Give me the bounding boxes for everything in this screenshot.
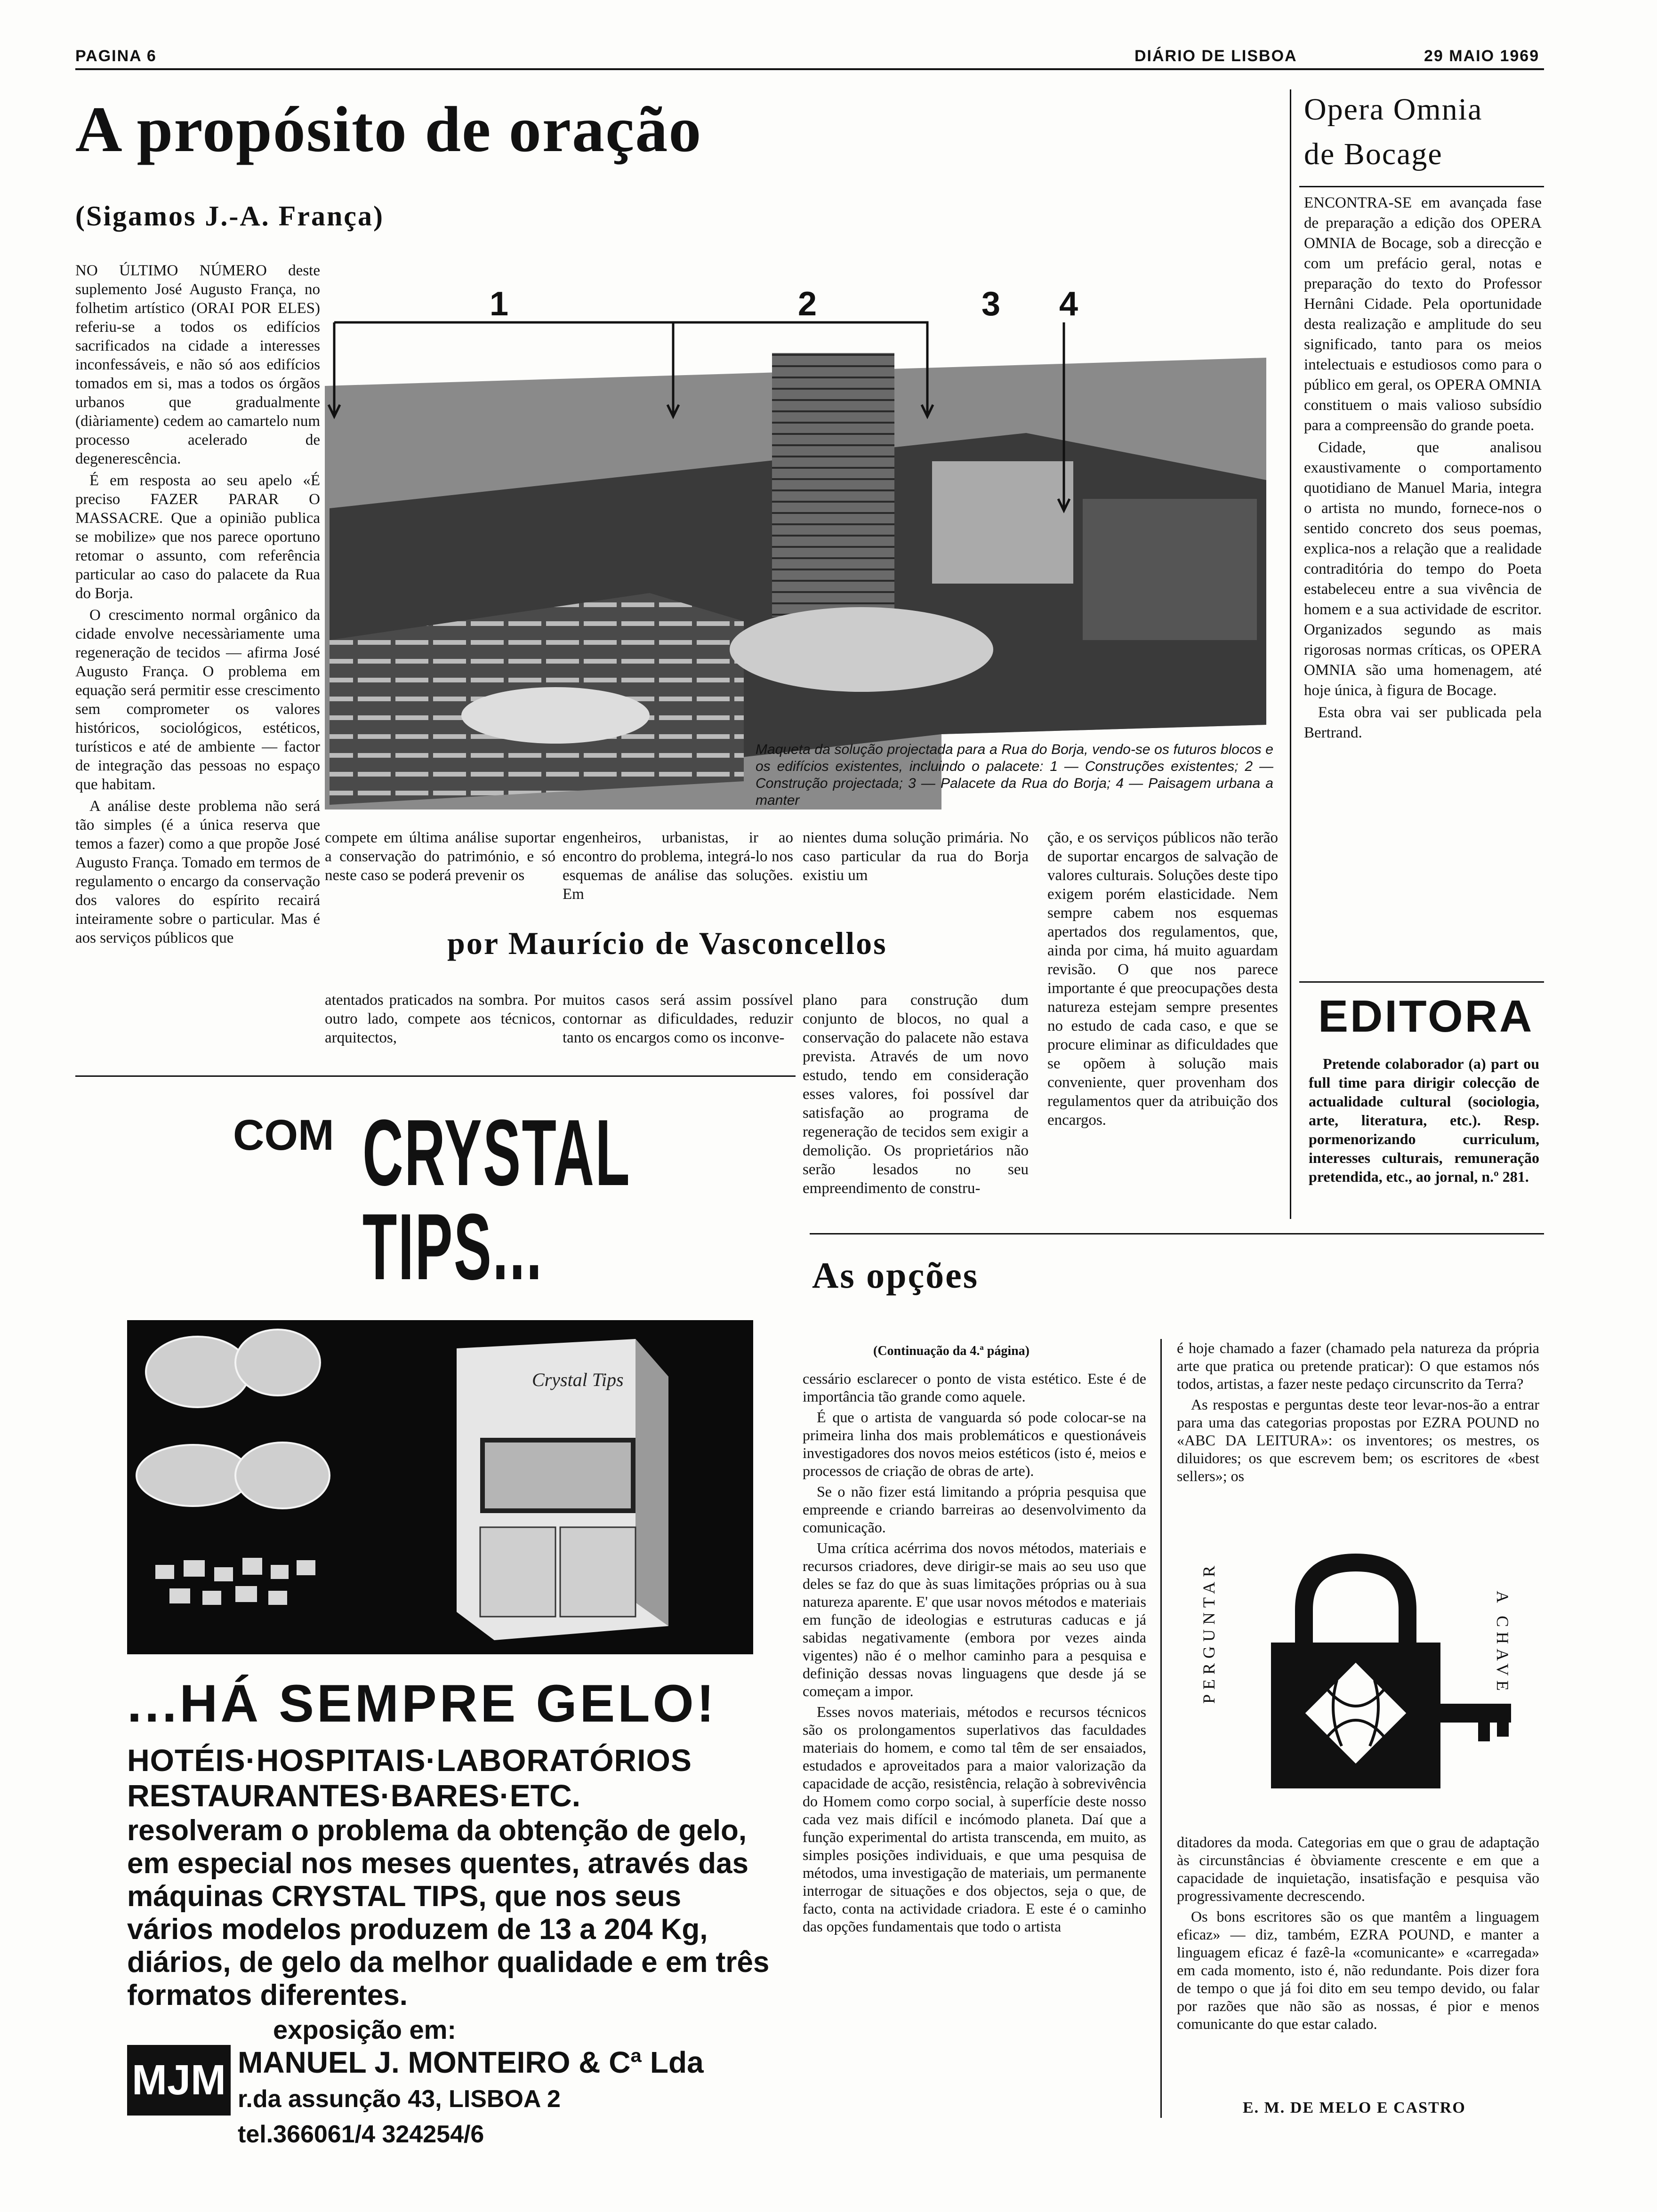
- paragraph: É em resposta ao seu apelo «É preciso FAZER PARAR O MASSACRE. Que a opinião publica se mobilize» que nos parece oportuno retomar o assunto, com referência particular ao caso do palacete da Rua do Borja.: [75, 472, 320, 602]
- sidebar-title-rule: [1299, 186, 1544, 187]
- article-column-2-top: compete em última análise suportar a conservação do património, e só neste caso se poderá prevenir os: [325, 829, 555, 884]
- article2-author: E. M. DE MELO E CASTRO: [1243, 2099, 1466, 2116]
- illustration-label-left: PERGUNTAR: [1199, 1561, 1218, 1704]
- paragraph: A análise deste problema não será tão simples (é a única reserva que temos a fazer) como a que propõe José Augusto França. Tomado em termos de regulamento o encargo da conservação dos valores do espírito recairá inteiramente sobre o particular. Mas é aos serviços públicos que: [75, 798, 320, 946]
- paragraph: cessário esclarecer o ponto de vista estético. Este é de importância tão grande como aquele.: [803, 1370, 1146, 1405]
- header-rule: [75, 68, 1544, 70]
- paragraph: É que o artista de vanguarda só pode colocar-se na primeira linha dos mais problemáticos e questionáveis investigadores dos novos meios estéticos (isto é, meios e processos de criação de obras de arte).: [803, 1409, 1146, 1479]
- sidebar-title: [1304, 87, 1482, 176]
- key-illustration: [1186, 1525, 1539, 1826]
- article-column-1: [75, 261, 320, 950]
- sidebar-divider: [1290, 89, 1291, 1219]
- classified-text: Pretende colaborador (a) part ou full time para dirigir colecção de actualidade cultural (sociologia, arte, literatura, etc.). Resp. pormenorizando curriculum, interesses culturais, remuneração pretendida, etc., ao jornal, n.º 281.: [1309, 1055, 1539, 1185]
- article-subtitle: (Sigamos J.-A. França): [75, 200, 384, 232]
- article-title: A propósito de oração: [75, 93, 702, 165]
- ad-slogan: ...HÁ SEMPRE GELO!: [127, 1674, 717, 1733]
- page-number: PAGINA 6: [75, 47, 157, 65]
- photo-label-3: 3: [981, 285, 1001, 323]
- classified-title: EDITORA: [1318, 991, 1534, 1042]
- article2-column-2-top: [1177, 1339, 1539, 1488]
- article2-divider: [1160, 1339, 1162, 2118]
- article-column-2-bottom: atentados praticados na sombra. Por outro lado, compete aos técnicos, arquitectos,: [325, 992, 555, 1046]
- ad-brand-line-1: CRYSTAL: [362, 1100, 631, 1205]
- ad-com: COM: [233, 1111, 334, 1159]
- sidebar-title-line-2: de Bocage: [1304, 137, 1443, 171]
- paragraph: Esses novos materiais, métodos e recursos técnicos são os prolongamentos superlativos das faculdades materiais do homem, e como tal têm de ser ensaiados, estudados e aproveitados para a maior valorização da capacidade de acção, resistência, relação à sobrevivência do Homem como corpo social, à superfície deste nosso cada vez mais difícil e incómodo planeta. Daí que a função experimental do artista transcenda, em muito, as simples posições individuais, e que uma pesquisa de métodos, uma investigação de materiais, um permanente interrogar de situações e dos objectos, seja o que, de facto, conta na actividade criadora. E este é o caminho das opções fundamentais que todo o artista: [803, 1703, 1146, 1935]
- issue-date: 29 MAIO 1969: [1424, 47, 1540, 65]
- ad-product-image: [127, 1320, 753, 1654]
- photo-label-4: 4: [1059, 285, 1078, 323]
- photo-label-1: 1: [490, 285, 509, 323]
- sidebar-separator: [1299, 981, 1544, 983]
- paragraph: Uma crítica acérrima dos novos métodos, materiais e recursos criadores, deve dirigir-se mais ao seu uso que deles se faz do que às suas limitações próprias ou à sua natureza aparente. E' que usar novos métodos e materiais em função de ideologias e estruturas caducas e já sabidas negativamente (embora por vezes ainda vigentes) não é o melhor caminho para a pesquisa e definição dessas novas linguagens que desde já se começam a impor.: [803, 1539, 1146, 1699]
- article-column-5: ção, e os serviços públicos não terão de suportar encargos de salvação de valores culturais. Soluções deste tipo exigem porém elasticidade. Nem sempre cabem nos esquemas apertados dos regulamentos, que, ainda por cima, há muito aguardam revisão. O que nos parece importante é que preocupações desta natureza estejam sempre presentes no estudo de cada caso, e que se procure eliminar as dificuldades que se opõem à solução mais conveniente, quer provenham dos regulamentos quer da atribuição dos encargos.: [1047, 829, 1278, 1129]
- paragraph: Os bons escritores são os que mantêm a linguagem eficaz» — diz, também, EZRA POUND, e manter a linguagem eficaz é fazê-la «comunicante» e «carregada» em cada momento, isto é, não redundante. Pois dizer fora de tempo o que já foi dito em seu tempo devido, ou falar por razões que não são as nossas, é pior e menos comunicante do que estar calado.: [1177, 1908, 1539, 2032]
- paragraph: Se o não fizer está limitando a própria pesquisa que empreende e criando barreiras ao desenvolvimento da comunicação.: [803, 1483, 1146, 1536]
- ad-exposition: exposição em:: [273, 2015, 457, 2044]
- article-column-3-bottom: muitos casos será assim possível contornar as dificuldades, reduzir tanto os encargos como os inconve-: [563, 992, 793, 1046]
- paragraph: ENCONTRA-SE em avançada fase de preparação a edição dos OPERA OMNIA de Bocage, sob a direcção e com um prefácio geral, notas e preparação do texto do Professor Hernâni Cidade. Pela oportunidade desta realização e amplitude do seu significado, tanto para os meios intelectuais e estudiosos como para o público em geral, os OPERA OMNIA constituem o mais valioso subsídio para a compreensão do grande poeta.: [1304, 194, 1542, 434]
- article2-column-2-bottom: [1177, 1833, 1539, 2036]
- article2-continuation: (Continuação da 4.ª página): [873, 1344, 1030, 1358]
- ad-company-logo: MJM: [127, 2045, 231, 2116]
- ad-company-name: MANUEL J. MONTEIRO & Cª Lda: [238, 2045, 704, 2079]
- article-bottom-rule: [75, 1075, 796, 1077]
- architectural-model-photo: [320, 264, 1276, 819]
- paragraph: As respostas e perguntas deste teor levar-nos-ão a entrar para uma das categorias propostas por EZRA POUND no «ABC DA LEITURA»: os inventores; os mestres, os diluidores; os que escrevem bem; os escritores de «best sellers»; os: [1177, 1396, 1539, 1484]
- newspaper-name: DIÁRIO DE LISBOA: [1134, 47, 1297, 65]
- ad-line-2: RESTAURANTES·BARES·ETC.: [127, 1778, 581, 1813]
- paragraph: O crescimento normal orgânico da cidade envolve necessàriamente uma regeneração de tecidos — afirma José Augusto França. O problema em equação será permitir esse crescimento sem comprometer os valores históricos, sociológicos, estéticos, turísticos e até de ambiente — factor de integração das pessoas no espaço que habitam.: [75, 607, 320, 793]
- paragraph: Cidade, que analisou exaustivamente o comportamento quotidiano de Manuel Maria, integra o artista no mundo, fornece-nos o sentido concreto dos seus poemas, explica-nos a relação que a realidade contraditória do tempo do Poeta estabeleceu entre a sua vivência de homem e a sua actividade de escritor. Organizados segundo as mais rigorosas normas críticas, os OPERA OMNIA são uma homenagem, até hoje única, à figura de Bocage.: [1304, 439, 1542, 699]
- article2-column-1: [803, 1370, 1146, 1938]
- photo-label-2: 2: [798, 285, 817, 323]
- ad-body-text: resolveram o problema da obtenção de gelo, em especial nos meses quentes, através das máquinas CRYSTAL TIPS, que nos seus vários modelos produzem de 13 a 204 Kg, diários, de gelo da melhor qualidade e em três formatos diferentes.: [127, 1814, 770, 2012]
- paragraph: ditadores da moda. Categorias em que o grau de adaptação às circunstâncias é òbviamente crescente e em que a capacidade de inquietação, insatisfação e pesquisa vão progressivamente decrescendo.: [1177, 1834, 1539, 1904]
- article-column-4-top: nientes duma solução primária. No caso particular da rua do Borja existiu um: [803, 829, 1029, 884]
- photo-caption: Maqueta da solução projectada para a Rua do Borja, vendo-se os futuros blocos e os edifícios existentes, incluindo o palacete: 1 — Construções existentes; 2 — Construção projectada; 3 — Palacete da Rua do Borja; 4 — Paisagem urbana a manter: [756, 742, 1273, 808]
- article2-title: As opções: [812, 1255, 979, 1296]
- ad-line-1: HOTÉIS·HOSPITAIS·LABORATÓRIOS: [127, 1743, 692, 1778]
- paragraph: é hoje chamado a fazer (chamado pela natureza da própria arte que pratica ou pretende praticar): O que estamos nós todos, artistas, a fazer neste pedaço circunscrito da Terra?: [1177, 1339, 1539, 1392]
- article-column-4-bottom: plano para construção dum conjunto de blocos, no qual a conservação do palacete não estava prevista. Através de um novo estudo, tendo em consideração esses valores, foi possível dar satisfação ao programa de regeneração de tecidos sem exigir a demolição. Os proprietários não serão lesados no seu empreendimento de constru-: [803, 992, 1029, 1197]
- sidebar-body: [1304, 193, 1542, 745]
- illustration-label-right: A CHAVE: [1493, 1591, 1512, 1696]
- ad-machine-label: Crystal Tips: [532, 1369, 624, 1390]
- ad-phone: tel.366061/4 324254/6: [238, 2121, 484, 2148]
- ad-address: r.da assunção 43, LISBOA 2: [238, 2085, 561, 2113]
- article-byline: por Maurício de Vasconcellos: [447, 925, 887, 961]
- sidebar-title-line-1: Opera Omnia: [1304, 92, 1483, 127]
- article-column-3-top: engenheiros, urbanistas, ir ao encontro do problema, integrá-lo nos esquemas de análise das soluções. Em: [563, 829, 793, 903]
- article2-top-rule: [810, 1233, 1544, 1234]
- ad-brand-line-2: TIPS...: [362, 1194, 543, 1299]
- paragraph: NO ÚLTIMO NÚMERO deste suplemento José Augusto França, no folhetim artístico (ORAI POR ELES) referiu-se a todos os edifícios sacrificados na cidade a interesses inconfessáveis, e não só aos edifícios tomados em si, mas a todos os órgãos urbanos que gradualmente (diàriamente) cedem ao camartelo num processo acelerado de degenerescência.: [75, 262, 320, 467]
- ad-brand: [362, 1100, 631, 1299]
- paragraph: Esta obra vai ser publicada pela Bertrand.: [1304, 704, 1542, 741]
